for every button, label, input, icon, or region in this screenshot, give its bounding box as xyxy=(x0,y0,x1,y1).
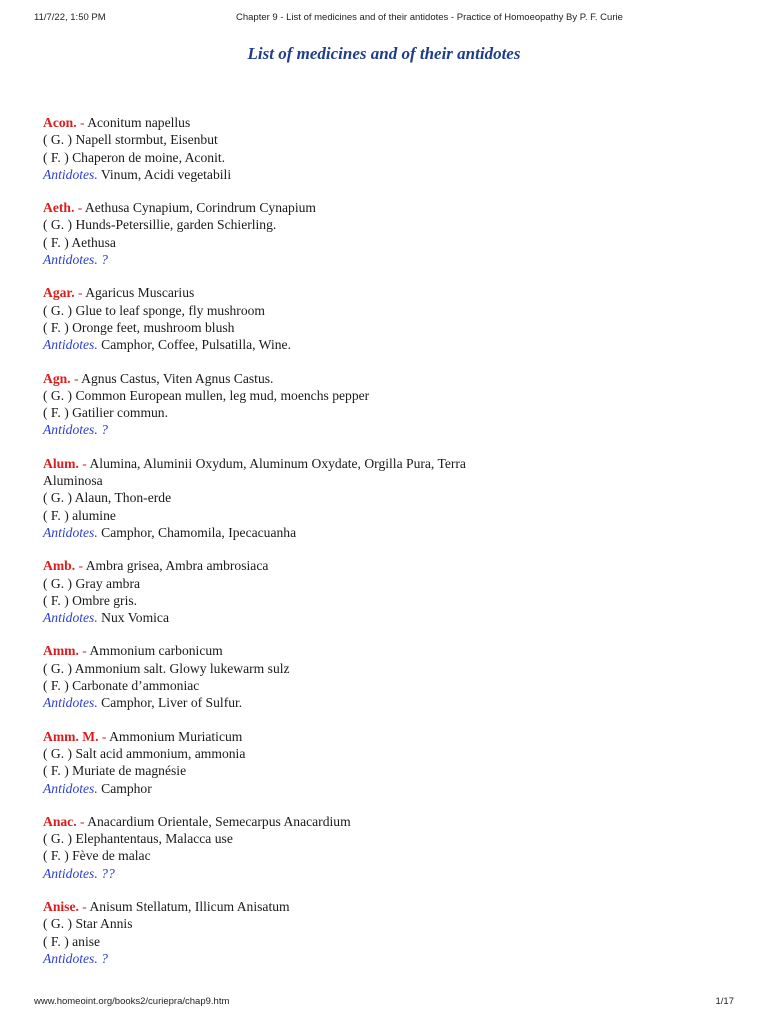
antidotes-label: Antidotes. xyxy=(43,166,98,182)
antidotes-line xyxy=(43,421,513,438)
medicine-name-line xyxy=(43,199,513,216)
separator: - xyxy=(78,455,90,471)
antidotes-line xyxy=(43,166,513,183)
medicine-abbreviation: Anise. xyxy=(43,898,79,914)
antidotes-label: Antidotes. xyxy=(43,422,98,438)
antidotes-value: Camphor xyxy=(101,780,152,796)
latin-name: Aethusa Cynapium, Corindrum Cynapium xyxy=(84,200,316,216)
french-name: ( F. ) Ombre gris. xyxy=(43,592,138,608)
antidotes-line xyxy=(43,950,513,967)
german-name: ( G. ) Star Annis xyxy=(43,916,133,932)
antidotes-label: Antidotes. xyxy=(43,780,98,796)
medicine-entry xyxy=(43,557,513,626)
latin-name: Anacardium Orientale, Semecarpus Anacardium xyxy=(87,813,351,829)
antidotes-value: ? xyxy=(101,422,108,438)
medicine-abbreviation: Acon. xyxy=(43,115,77,130)
medicine-abbreviation: Agar. xyxy=(43,285,75,301)
german-name: ( G. ) Alaun, Thon-erde xyxy=(43,490,172,506)
french-name: ( F. ) Gatilier commun. xyxy=(43,405,169,421)
page-number: 1/17 xyxy=(715,996,734,1007)
french-name: ( F. ) alumine xyxy=(43,507,116,523)
antidotes-label: Antidotes. xyxy=(43,610,98,626)
medicine-name-line xyxy=(43,642,513,659)
medicine-abbreviation: Alum. xyxy=(43,455,79,471)
antidotes-value: Camphor, Liver of Sulfur. xyxy=(101,695,243,711)
antidotes-value: ?? xyxy=(101,865,115,881)
french-name: ( F. ) Oronge feet, mushroom blush xyxy=(43,319,235,335)
german-name: ( G. ) Glue to leaf sponge, fly mushroom xyxy=(43,302,265,318)
german-name: ( G. ) Common European mullen, leg mud, moenchs pepper xyxy=(43,387,370,403)
medicine-entry xyxy=(43,114,513,183)
french-name: ( F. ) Chaperon de moine, Aconit. xyxy=(43,149,226,165)
german-name: ( G. ) Salt acid ammonium, ammonia xyxy=(43,745,246,761)
antidotes-label: Antidotes. xyxy=(43,695,98,711)
medicine-list xyxy=(43,114,513,983)
medicine-name-line xyxy=(43,728,513,745)
separator: - xyxy=(74,200,85,216)
document-title: List of medicines and of their antidotes xyxy=(247,44,521,63)
antidotes-value: Vinum, Acidi vegetabili xyxy=(100,166,232,182)
latin-name: Ambra grisea, Ambra ambrosiaca xyxy=(85,558,269,574)
antidotes-value: ? xyxy=(101,950,108,966)
separator: - xyxy=(70,370,82,386)
latin-name: Alumina, Aluminii Oxydum, Aluminum Oxydate, Orgilla Pura, Terra Aluminosa xyxy=(43,455,466,489)
latin-name: Ammonium carbonicum xyxy=(89,643,223,659)
french-name: ( F. ) Carbonate d’ammoniac xyxy=(43,678,200,694)
print-footer xyxy=(34,996,734,1010)
german-name: ( G. ) Napell stormbut, Eisenbut xyxy=(43,132,218,148)
medicine-name-line xyxy=(43,557,513,574)
medicine-entry xyxy=(43,642,513,711)
medicine-name-line xyxy=(43,898,513,915)
french-name: ( F. ) anise xyxy=(43,933,101,949)
antidotes-line xyxy=(43,251,513,268)
french-name: ( F. ) Fève de malac xyxy=(43,848,151,864)
print-header xyxy=(34,12,734,26)
antidotes-line xyxy=(43,609,513,626)
antidotes-line xyxy=(43,694,513,711)
medicine-name-line xyxy=(43,370,513,387)
separator: - xyxy=(74,285,86,301)
medicine-entry xyxy=(43,813,513,882)
antidotes-value: ? xyxy=(101,252,108,268)
antidotes-label: Antidotes. xyxy=(43,337,98,353)
antidotes-label: Antidotes. xyxy=(43,252,98,268)
antidotes-line xyxy=(43,780,513,797)
separator: - xyxy=(98,728,110,744)
latin-name: Anisum Stellatum, Illicum Anisatum xyxy=(89,898,290,914)
antidotes-value: Camphor, Coffee, Pulsatilla, Wine. xyxy=(101,337,291,353)
medicine-abbreviation: Amm. xyxy=(43,643,79,659)
medicine-entry xyxy=(43,199,513,268)
medicine-name-line xyxy=(43,813,513,830)
french-name: ( F. ) Aethusa xyxy=(43,234,116,250)
medicine-entry xyxy=(43,898,513,967)
antidotes-line xyxy=(43,336,513,353)
antidotes-label: Antidotes. xyxy=(43,524,98,540)
separator: - xyxy=(76,115,88,130)
medicine-name-line xyxy=(43,455,513,490)
medicine-entry xyxy=(43,455,513,541)
separator: - xyxy=(76,813,88,829)
latin-name: Aconitum napellus xyxy=(87,115,191,130)
antidotes-label: Antidotes. xyxy=(43,950,98,966)
antidotes-line xyxy=(43,865,513,882)
german-name: ( G. ) Elephantentaus, Malacca use xyxy=(43,831,233,847)
medicine-entry xyxy=(43,284,513,353)
antidotes-value: Camphor, Chamomila, Ipecacuanha xyxy=(101,524,297,540)
separator: - xyxy=(78,898,90,914)
medicine-abbreviation: Amb. xyxy=(43,558,76,574)
medicine-name-line xyxy=(43,284,513,301)
antidotes-label: Antidotes. xyxy=(43,865,98,881)
german-name: ( G. ) Hunds-Petersillie, garden Schierling. xyxy=(43,217,277,233)
antidotes-line xyxy=(43,524,513,541)
page-url: www.homeoint.org/books2/curiepra/chap9.htm xyxy=(34,996,230,1007)
german-name: ( G. ) Gray ambra xyxy=(43,575,141,591)
medicine-name-line xyxy=(43,114,513,131)
medicine-abbreviation: Aeth. xyxy=(43,200,75,216)
medicine-abbreviation: Anac. xyxy=(43,813,77,829)
french-name: ( F. ) Muriate de magnésie xyxy=(43,763,187,779)
german-name: ( G. ) Ammonium salt. Glowy lukewarm sulz xyxy=(43,660,290,676)
latin-name: Agnus Castus, Viten Agnus Castus. xyxy=(81,370,274,386)
medicine-entry xyxy=(43,370,513,439)
latin-name: Agaricus Muscarius xyxy=(85,285,195,301)
separator: - xyxy=(78,643,90,659)
medicine-abbreviation: Agn. xyxy=(43,370,71,386)
print-datetime: 11/7/22, 1:50 PM xyxy=(34,12,106,23)
medicine-abbreviation: Amm. M. xyxy=(43,728,99,744)
medicine-entry xyxy=(43,728,513,797)
print-page-title: Chapter 9 - List of medicines and of their antidotes - Practice of Homoeopathy By P. F. Curie xyxy=(236,12,623,23)
antidotes-value: Nux Vomica xyxy=(101,610,169,626)
latin-name: Ammonium Muriaticum xyxy=(109,728,243,744)
separator: - xyxy=(75,558,86,574)
